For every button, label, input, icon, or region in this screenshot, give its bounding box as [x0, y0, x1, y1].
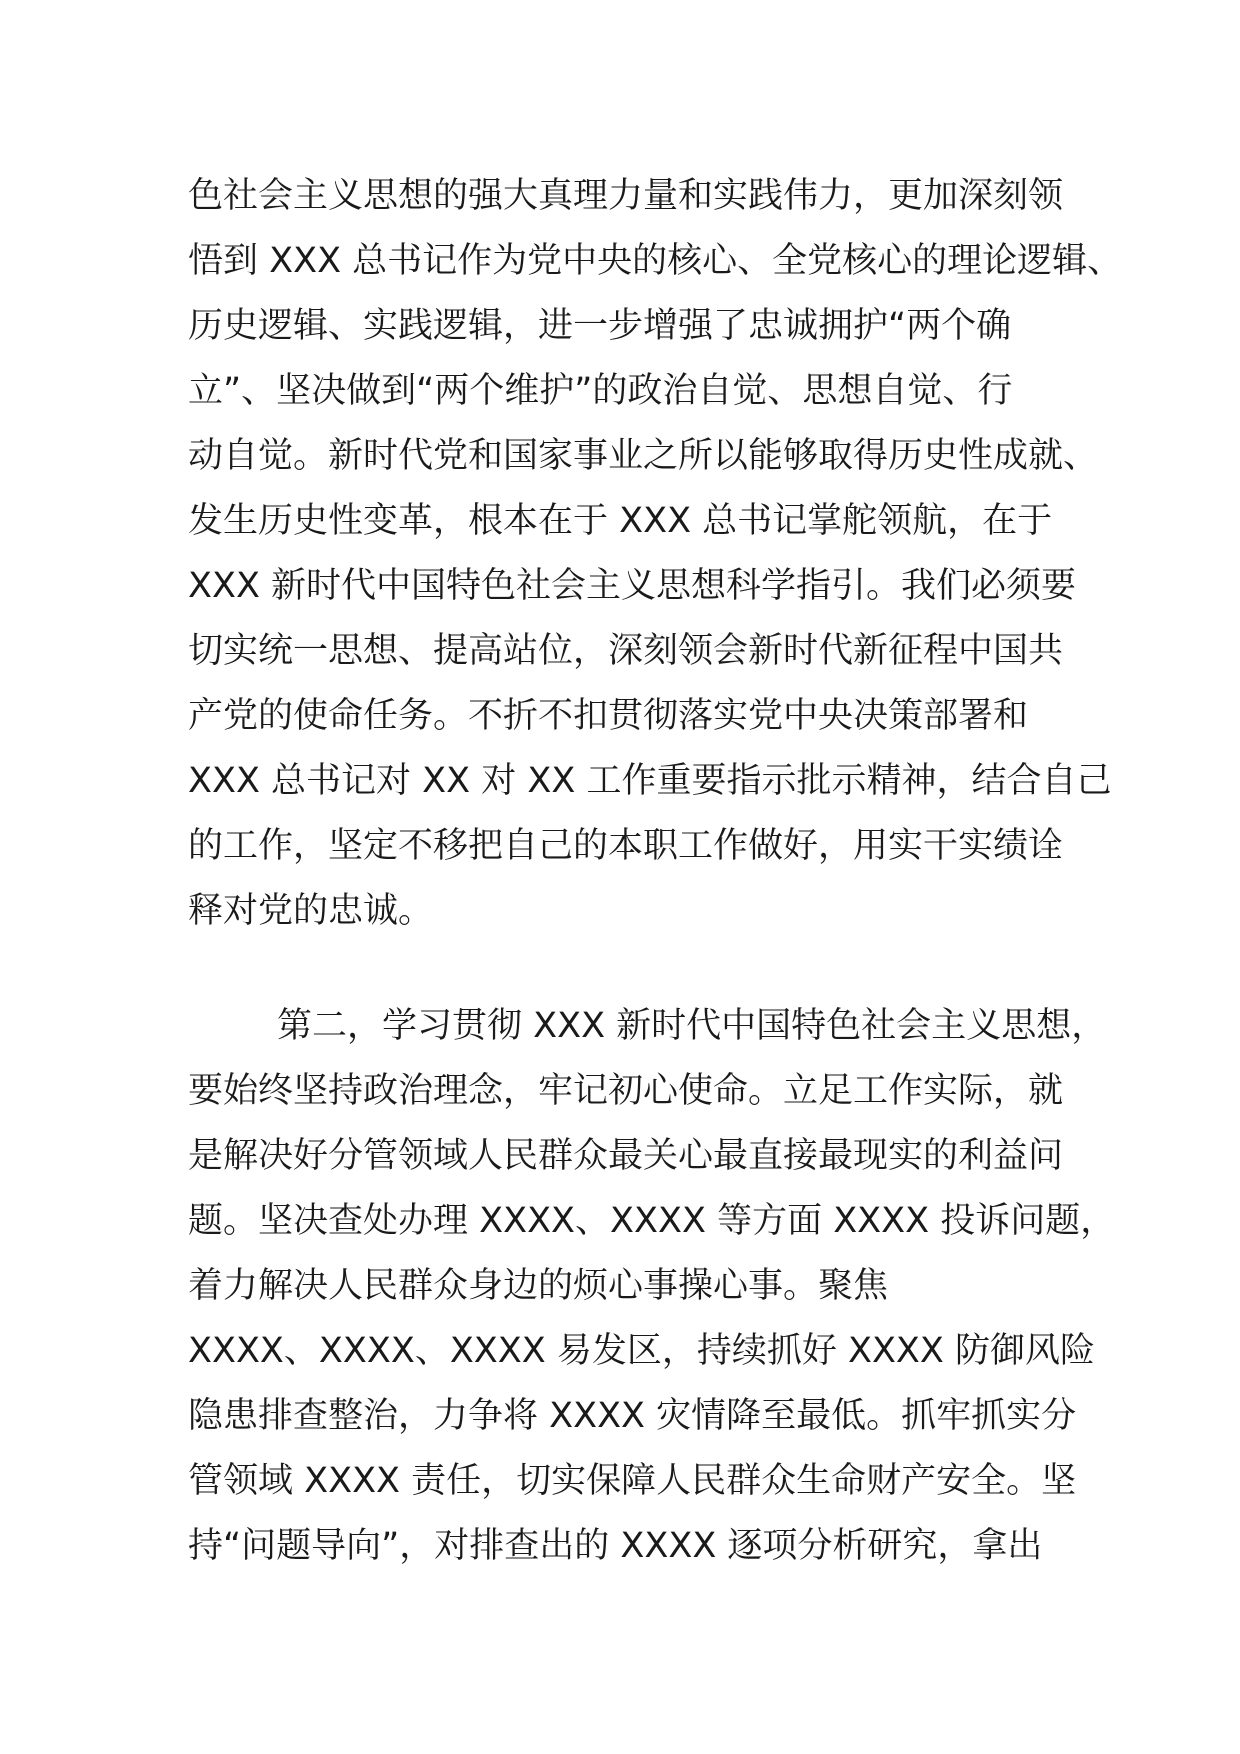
text-line: 隐患排查整治，力争将 XXXX 灾情降至最低。抓牢抓实分	[188, 1396, 1077, 1436]
text-line: 释对党的忠诚。	[188, 891, 434, 931]
text-line: 动自觉。新时代党和国家事业之所以能够取得历史性成就、	[188, 436, 1099, 476]
text-line: XXX 新时代中国特色社会主义思想科学指引。我们必须要	[188, 566, 1077, 606]
text-line: 的工作，坚定不移把自己的本职工作做好，用实干实绩诠	[188, 826, 1064, 866]
text-line: 要始终坚持政治理念，牢记初心使命。立足工作实际，就	[188, 1071, 1064, 1111]
text-line: 悟到 XXX 总书记作为党中央的核心、全党核心的理论逻辑、	[188, 241, 1123, 281]
text-line: 着力解决人民群众身边的烦心事操心事。聚焦	[188, 1266, 889, 1306]
text-line: 发生历史性变革，根本在于 XXX 总书记掌舵领航，在于	[188, 501, 1053, 541]
text-line: 色社会主义思想的强大真理力量和实践伟力，更加深刻领	[188, 176, 1064, 216]
text-line: 立”、坚决做到“两个维护”的政治自觉、思想自觉、行	[188, 371, 1013, 411]
text-line: XXXX、XXXX、XXXX 易发区，持续抓好 XXXX 防御风险	[188, 1331, 1096, 1371]
paragraph-2	[188, 994, 1116, 1579]
text-line: 管领域 XXXX 责任，切实保障人民群众生命财产安全。坚	[188, 1461, 1077, 1501]
text-line: XXX 总书记对 XX 对 XX 工作重要指示批示精神，结合自己	[188, 761, 1112, 801]
text-line: 是解决好分管领域人民群众最关心最直接最现实的利益问	[188, 1136, 1064, 1176]
text-line: 切实统一思想、提高站位，深刻领会新时代新征程中国共	[188, 631, 1064, 671]
text-line: 持“问题导向”，对排查出的 XXXX 逐项分析研究，拿出	[188, 1526, 1043, 1566]
text-line: 第二，学习贯彻 XXX 新时代中国特色社会主义思想，	[188, 1006, 1107, 1046]
text-line: 题。坚决查处办理 XXXX、XXXX 等方面 XXXX 投诉问题，	[188, 1201, 1116, 1241]
text-line: 产党的使命任务。不折不扣贯彻落实党中央决策部署和	[188, 696, 1029, 736]
paragraph-1	[188, 164, 1123, 944]
text-line: 历史逻辑、实践逻辑，进一步增强了忠诚拥护“两个确	[188, 306, 1012, 346]
